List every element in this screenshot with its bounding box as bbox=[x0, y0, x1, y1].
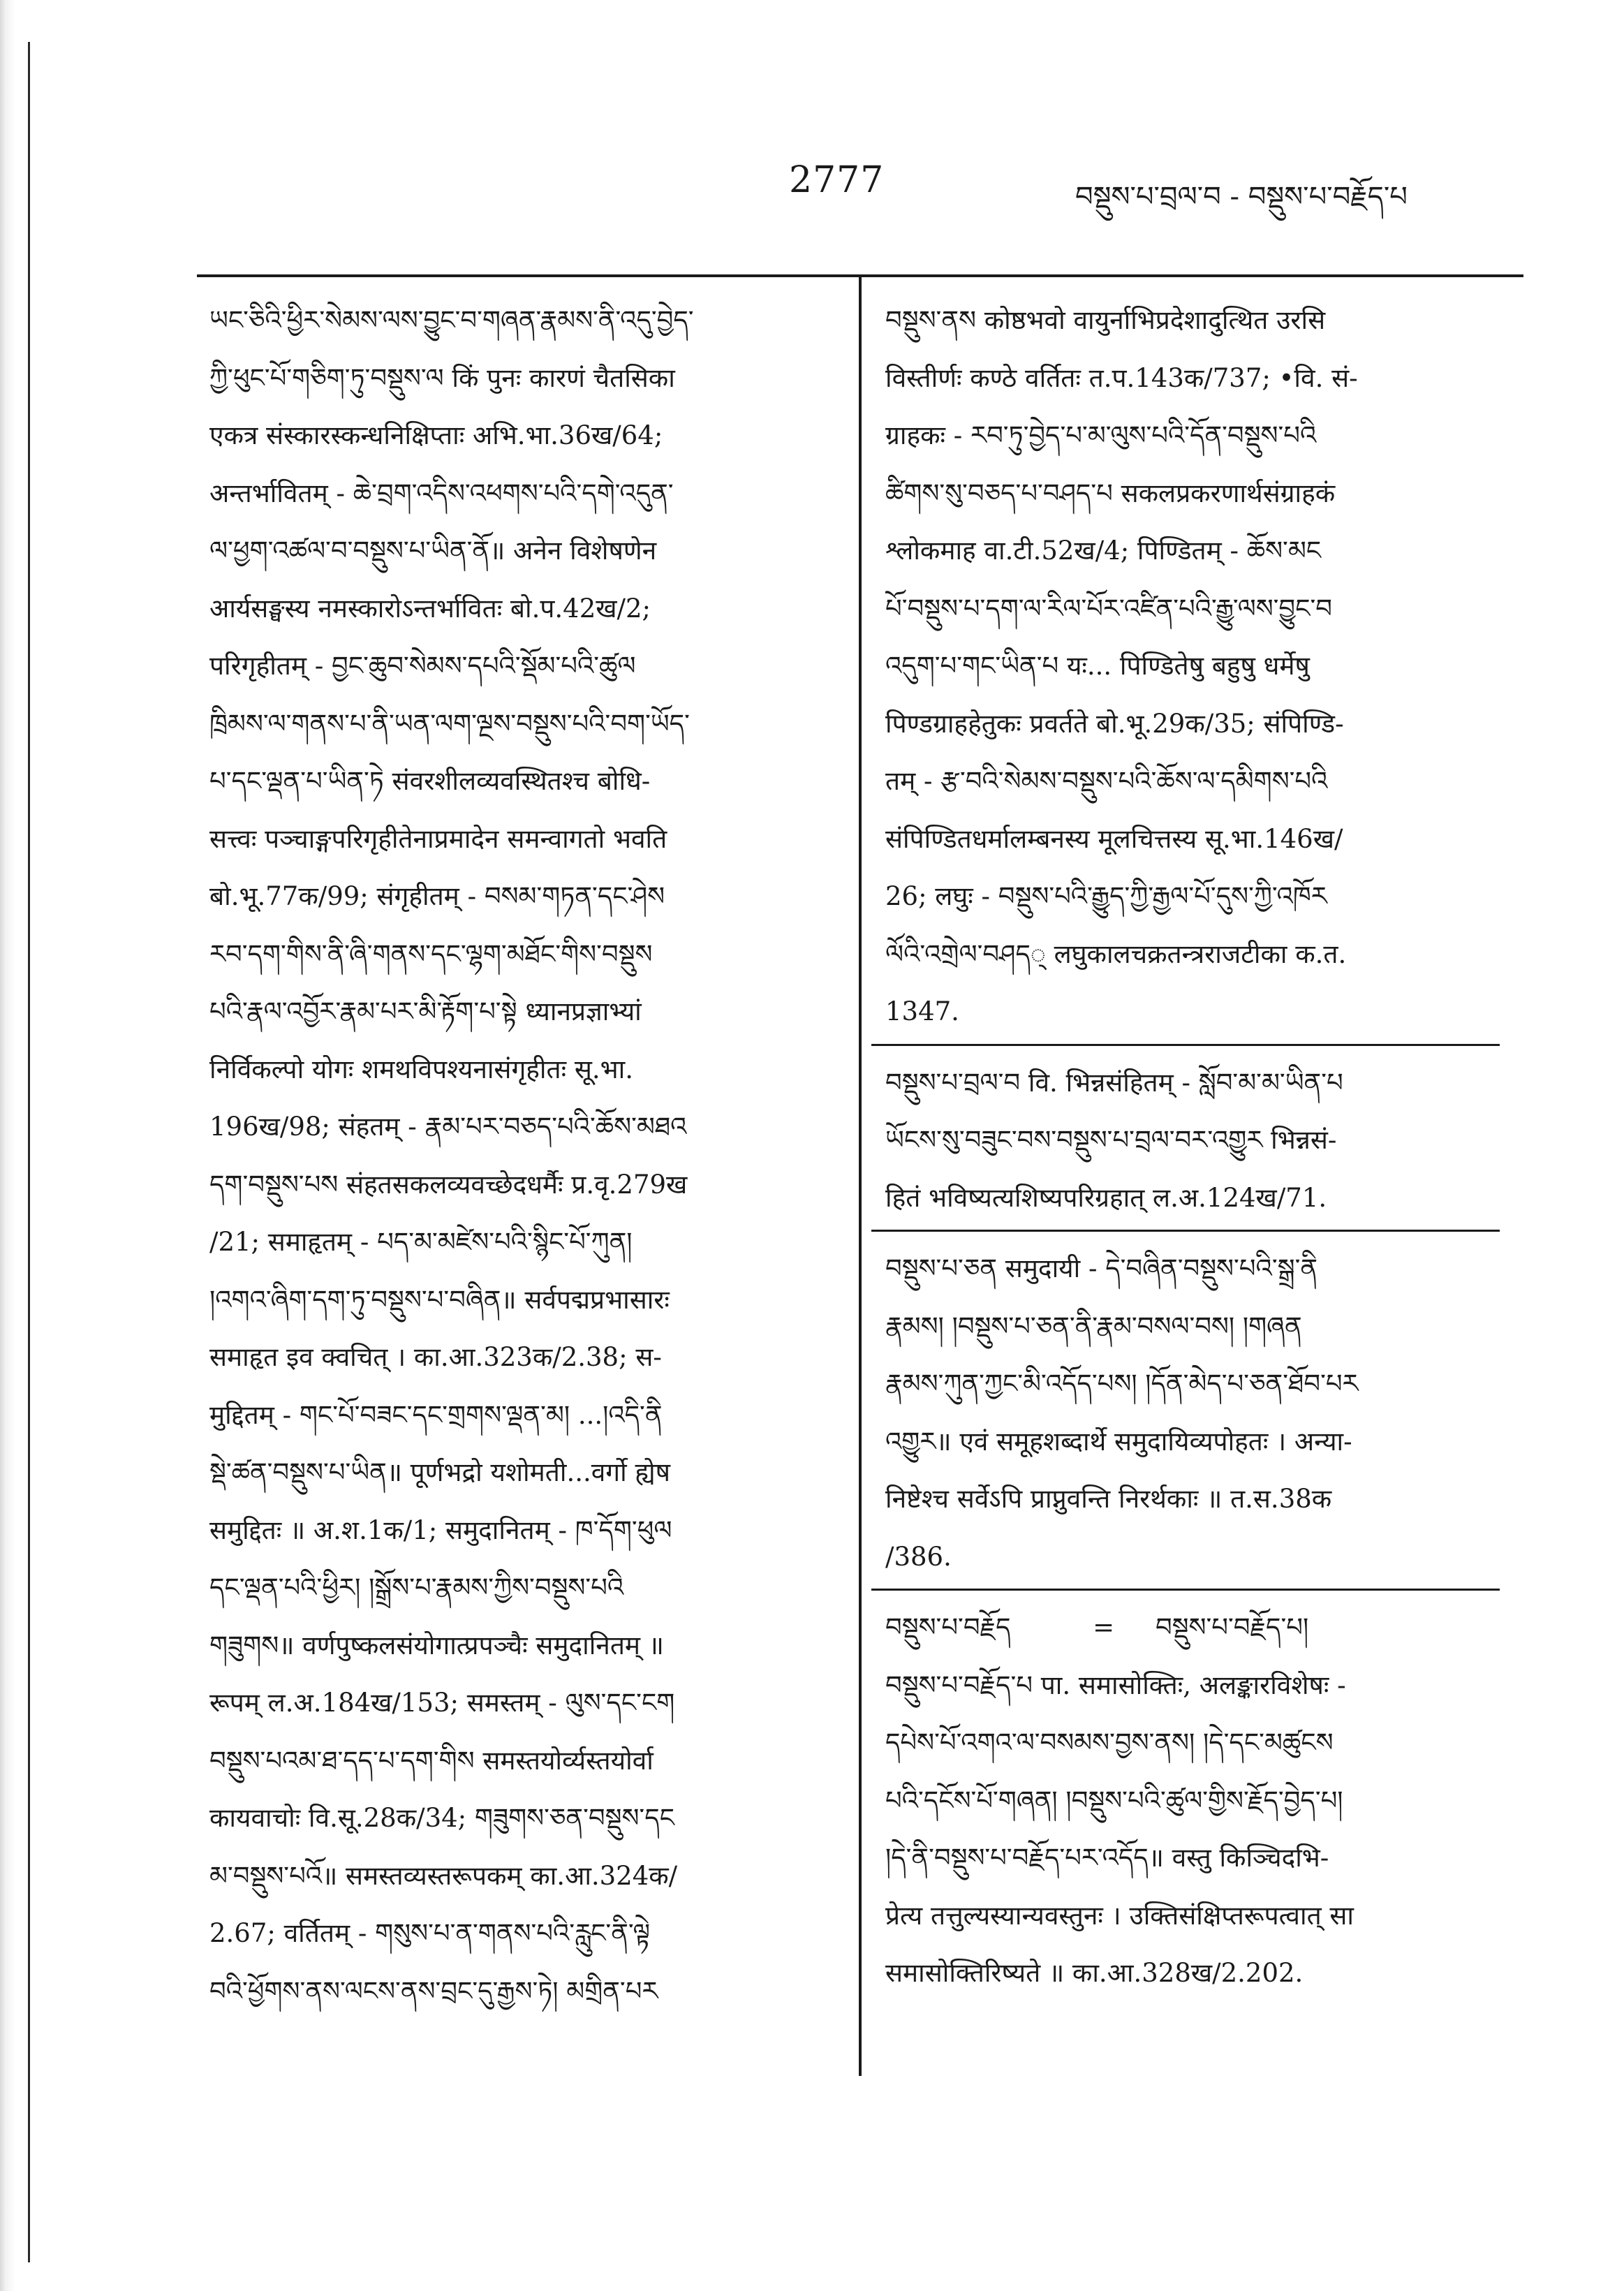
text-line: དག་བསྡུས་པས संहतसकलव्यवच्छेदधर्मैः प्र.वृ.279ख bbox=[209, 1169, 688, 1200]
running-head: བསྡུས་པ་བྲལ་བ - བསྡུས་པ་བརྗོད་པ bbox=[1075, 181, 1408, 213]
text-line: विस्तीर्णः कण्ठे वर्तितः त.प.143क/737; •वि. सं- bbox=[885, 362, 1358, 393]
text-line: /21; समाहृतम् - པད་མ་མཛེས་པའི་སྙིང་པོ་ཀུན། bbox=[209, 1227, 633, 1257]
text-line: །འགའ་ཞིག་དག་ཏུ་བསྡུས་པ་བཞིན॥ सर्वपद्मप्रभासारः bbox=[209, 1284, 670, 1315]
text-line: འདུག་པ་གང་ཡིན་པ यः... पिण्डितेषु बहुषु धर्मेषु bbox=[885, 651, 1310, 681]
text-line: प्रेत्य तत्तुल्यस्यान्यवस्तुनः । उक्तिसंक्षिप्तरूपत्वात् सा bbox=[885, 1900, 1354, 1931]
text-line: དཔེས་པོ་འགའ་ལ་བསམས་བྱས་ནས། །དེ་དང་མཚུངས bbox=[885, 1728, 1334, 1758]
text-line: 2.67; वर्तितम् - གསུས་པ་ན་གནས་པའི་རླུང་ནི་ལྟེ bbox=[209, 1918, 651, 1948]
text-line: ལོའི་འགྲེལ་བཤད् लघुकालचक्रतन्त्रराजटीका क.त. bbox=[885, 938, 1347, 969]
text-line: མ་བསྡུས་པའོ॥ समस्तव्यस्तरूपकम् का.आ.324क/ bbox=[209, 1860, 678, 1891]
text-line: /386. bbox=[885, 1541, 952, 1572]
text-line: एकत्र संस्कारस्कन्धनिक्षिप्ताः अभि.भा.36ख/64; bbox=[209, 420, 663, 450]
text-line: ཀྱི་ཕུང་པོ་གཅིག་ཏུ་བསྡུས་ལ किं पुनः कारणं चैतसिका bbox=[209, 362, 675, 393]
entry-separator bbox=[871, 1044, 1500, 1046]
headword-line: བསྡུས་པ་བརྗོད་པ पा. समासोक्तिः, अलङ्कारविशेषः - bbox=[885, 1670, 1346, 1700]
text-line: ཚིགས་སུ་བཅད་པ་བཤད་པ सकलप्रकरणार्थसंग्राहकं bbox=[885, 478, 1336, 508]
text-line: हितं भविष्यत्यशिष्यपरिग्रहात् ल.अ.124ख/71. bbox=[885, 1182, 1327, 1213]
dictionary-entry bbox=[885, 1240, 1514, 1586]
text-line: अन्तर्भावितम् - ཆེ་བྲག་འདིས་འཕགས་པའི་དགེ་འདུན་ bbox=[209, 478, 674, 508]
headword-line: བསྡུས་པ་བརྗོད = བསྡུས་པ་བརྗོད་པ། bbox=[885, 1612, 1309, 1642]
text-line: समाहृत इव क्वचित् । का.आ.323क/2.38; स- bbox=[209, 1342, 662, 1372]
text-line: །དེ་ནི་བསྡུས་པ་བརྗོད་པར་འདོད॥ वस्तु किञ्चिदभि- bbox=[885, 1843, 1329, 1873]
text-line: परिगृहीतम् - བྱང་ཆུབ་སེམས་དཔའི་སྡོམ་པའི་ཚུལ bbox=[209, 651, 636, 681]
text-line: आर्यसङ्घस्य नमस्कारोऽन्तर्भावितः बो.प.42ख/2; bbox=[209, 593, 651, 624]
text-line: པའི་རྣལ་འབྱོར་རྣམ་པར་མི་རྟོག་པ་སྟེ ध्यानप्रज्ञाभ्यां bbox=[209, 996, 642, 1026]
text-line: ཡང་ཅིའི་ཕྱིར་སེམས་ལས་བྱུང་བ་གཞན་རྣམས་ནི་འདུ་བྱེད་ bbox=[209, 305, 694, 335]
dictionary-entry bbox=[885, 1657, 1514, 2003]
text-line: སྡེ་ཚན་བསྡུས་པ་ཡིན॥ पूर्णभद्रो यशोमती...वर्गो ह्येष bbox=[209, 1457, 670, 1487]
text-line: 26; लघुः - བསྡུས་པའི་རྒྱུད་ཀྱི་རྒྱལ་པོ་དུས་ཀྱི་འཁོར bbox=[885, 881, 1327, 911]
text-line: रूपम् ल.अ.184ख/153; समस्तम् - ལུས་དང་ངག bbox=[209, 1688, 675, 1718]
right-column bbox=[885, 292, 1514, 2003]
text-line: པོ་བསྡུས་པ་དག་ལ་རིལ་པོར་འཛིན་པའི་རྒྱུ་ལས་བྱུང་བ bbox=[885, 593, 1332, 624]
binding-line bbox=[28, 42, 30, 2262]
text-line: 1347. bbox=[885, 996, 959, 1026]
text-line: समुद्दितः ॥ अ.श.1क/1; समुदानितम् - ཁ་དོག་ཕུལ bbox=[209, 1515, 672, 1545]
text-line: རྣམས། །བསྡུས་པ་ཅན་ནི་རྣམ་བསལ་བས། །གཞན bbox=[885, 1311, 1302, 1341]
text-line: འགྱུར॥ एवं समूहशब्दार्थे समुदायिव्यपोहतः । अन्या- bbox=[885, 1426, 1352, 1457]
entry-separator bbox=[871, 1589, 1500, 1591]
left-column bbox=[209, 292, 841, 2020]
text-line: བའི་ཕྱོགས་ནས་ལངས་ནས་བྲང་དུ་རྒྱས་ཏེ། མགྲིན་པར bbox=[209, 1975, 658, 2006]
dictionary-entry bbox=[885, 1599, 1514, 1657]
text-line: श्लोकमाह वा.टी.52ख/4; पिण्डितम् - ཆོས་མང bbox=[885, 536, 1322, 566]
text-line: གཟུགས॥ वर्णपुष्कलसंयोगात्प्रपञ्चैः समुदानितम् ॥ bbox=[209, 1630, 664, 1660]
text-line: मुद्दितम् - གང་པོ་བཟང་དང་གྲགས་ལྡན་མ། ...།འདི་ནི bbox=[209, 1399, 663, 1430]
text-line: तम् - རྩ་བའི་སེམས་བསྡུས་པའི་ཆོས་ལ་དམིགས་པའི bbox=[885, 766, 1328, 796]
text-line: པ་དང་ལྡན་པ་ཡིན་ཏེ संवरशीलव्यवस्थितश्च बोधि- bbox=[209, 766, 651, 796]
text-line: བསྡུས་ནས कोष्ठभवो वायुर्नाभिप्रदेशादुत्थित उरसि bbox=[885, 305, 1326, 335]
dictionary-entry bbox=[885, 292, 1514, 1041]
text-line: ग्राहकः - རབ་ཏུ་བྱེད་པ་མ་ལུས་པའི་དོན་བསྡུས་པའི bbox=[885, 420, 1317, 450]
text-line: पिण्डग्राहहेतुकः प्रवर्तते बो.भू.29क/35; संपिण्डि- bbox=[885, 708, 1344, 739]
entry-separator bbox=[871, 1230, 1500, 1232]
text-line: निष्टेश्च सर्वेऽपि प्राप्नुवन्ति निरर्थकाः ॥ त.स.38क bbox=[885, 1484, 1332, 1514]
text-line: कायवाचोः वि.सू.28क/34; གཟུགས་ཅན་བསྡུས་དང bbox=[209, 1803, 674, 1833]
headword-line: བསྡུས་པ་ཅན समुदायी - དེ་བཞིན་བསྡུས་པའི་སྒྲ་ནི bbox=[885, 1253, 1318, 1283]
text-line: པའི་དངོས་པོ་གཞན། །བསྡུས་པའི་ཚུལ་གྱིས་རྗོད་བྱེད་པ། bbox=[885, 1785, 1343, 1815]
text-line: བསྡུས་པའམ་ཐ་དད་པ་དག་གིས समस्तयोर्व्यस्तयोर्वा bbox=[209, 1745, 654, 1776]
text-line: རབ་དག་གིས་ནི་ཞི་གནས་དང་ལྷག་མཐོང་གིས་བསྡུས bbox=[209, 938, 653, 969]
text-line: बो.भू.77क/99; संगृहीतम् - བསམ་གཏན་དང་ཤེས bbox=[209, 881, 665, 911]
text-line: ཁྲིམས་ལ་གནས་པ་ནི་ཡན་ལག་ལྔས་བསྡུས་པའི་བག་ཡོད་ bbox=[209, 708, 690, 739]
page-number: 2777 bbox=[789, 159, 885, 201]
text-line: सत्त्वः पञ्चाङ्गपरिगृहीतेनाप्रमादेन समन्वागतो भवति bbox=[209, 823, 667, 854]
text-line: དང་ལྡན་པའི་ཕྱིར། །སྒྲོས་པ་རྣམས་ཀྱིས་བསྡུས་པའི bbox=[209, 1572, 624, 1603]
text-line: རྣམས་ཀུན་ཀྱང་མི་འདོད་པས། །དོན་མེད་པ་ཅན་ཐོབ་པར bbox=[885, 1369, 1359, 1399]
text-line: ཡོངས་སུ་བཟུང་བས་བསྡུས་པ་བྲལ་བར་འགྱུར भिन्नसं- bbox=[885, 1125, 1337, 1155]
text-line: संपिण्डितधर्मालम्बनस्य मूलचित्तस्य सू.भा.146ख/ bbox=[885, 823, 1343, 854]
dictionary-entry bbox=[885, 1054, 1514, 1228]
text-line: समासोक्तिरिष्यते ॥ का.आ.328ख/2.202. bbox=[885, 1958, 1304, 1988]
text-line: 196ख/98; संहतम् - རྣམ་པར་བཅད་པའི་ཆོས་མཐའ bbox=[209, 1112, 687, 1142]
headword-line: བསྡུས་པ་བྲལ་བ वि. भिन्नसंहितम् - སློབ་མ་མ་ཡིན་པ bbox=[885, 1067, 1343, 1098]
scan-edge-shadow bbox=[0, 0, 15, 2291]
column-divider bbox=[859, 274, 862, 2076]
text-line: ལ་ཕྱག་འཚལ་བ་བསྡུས་པ་ཡིན་ནོ॥ अनेन विशेषणेन bbox=[209, 536, 657, 566]
text-line: निर्विकल्पो योगः शमथविपश्यनासंगृहीतः सू.भा. bbox=[209, 1054, 633, 1084]
